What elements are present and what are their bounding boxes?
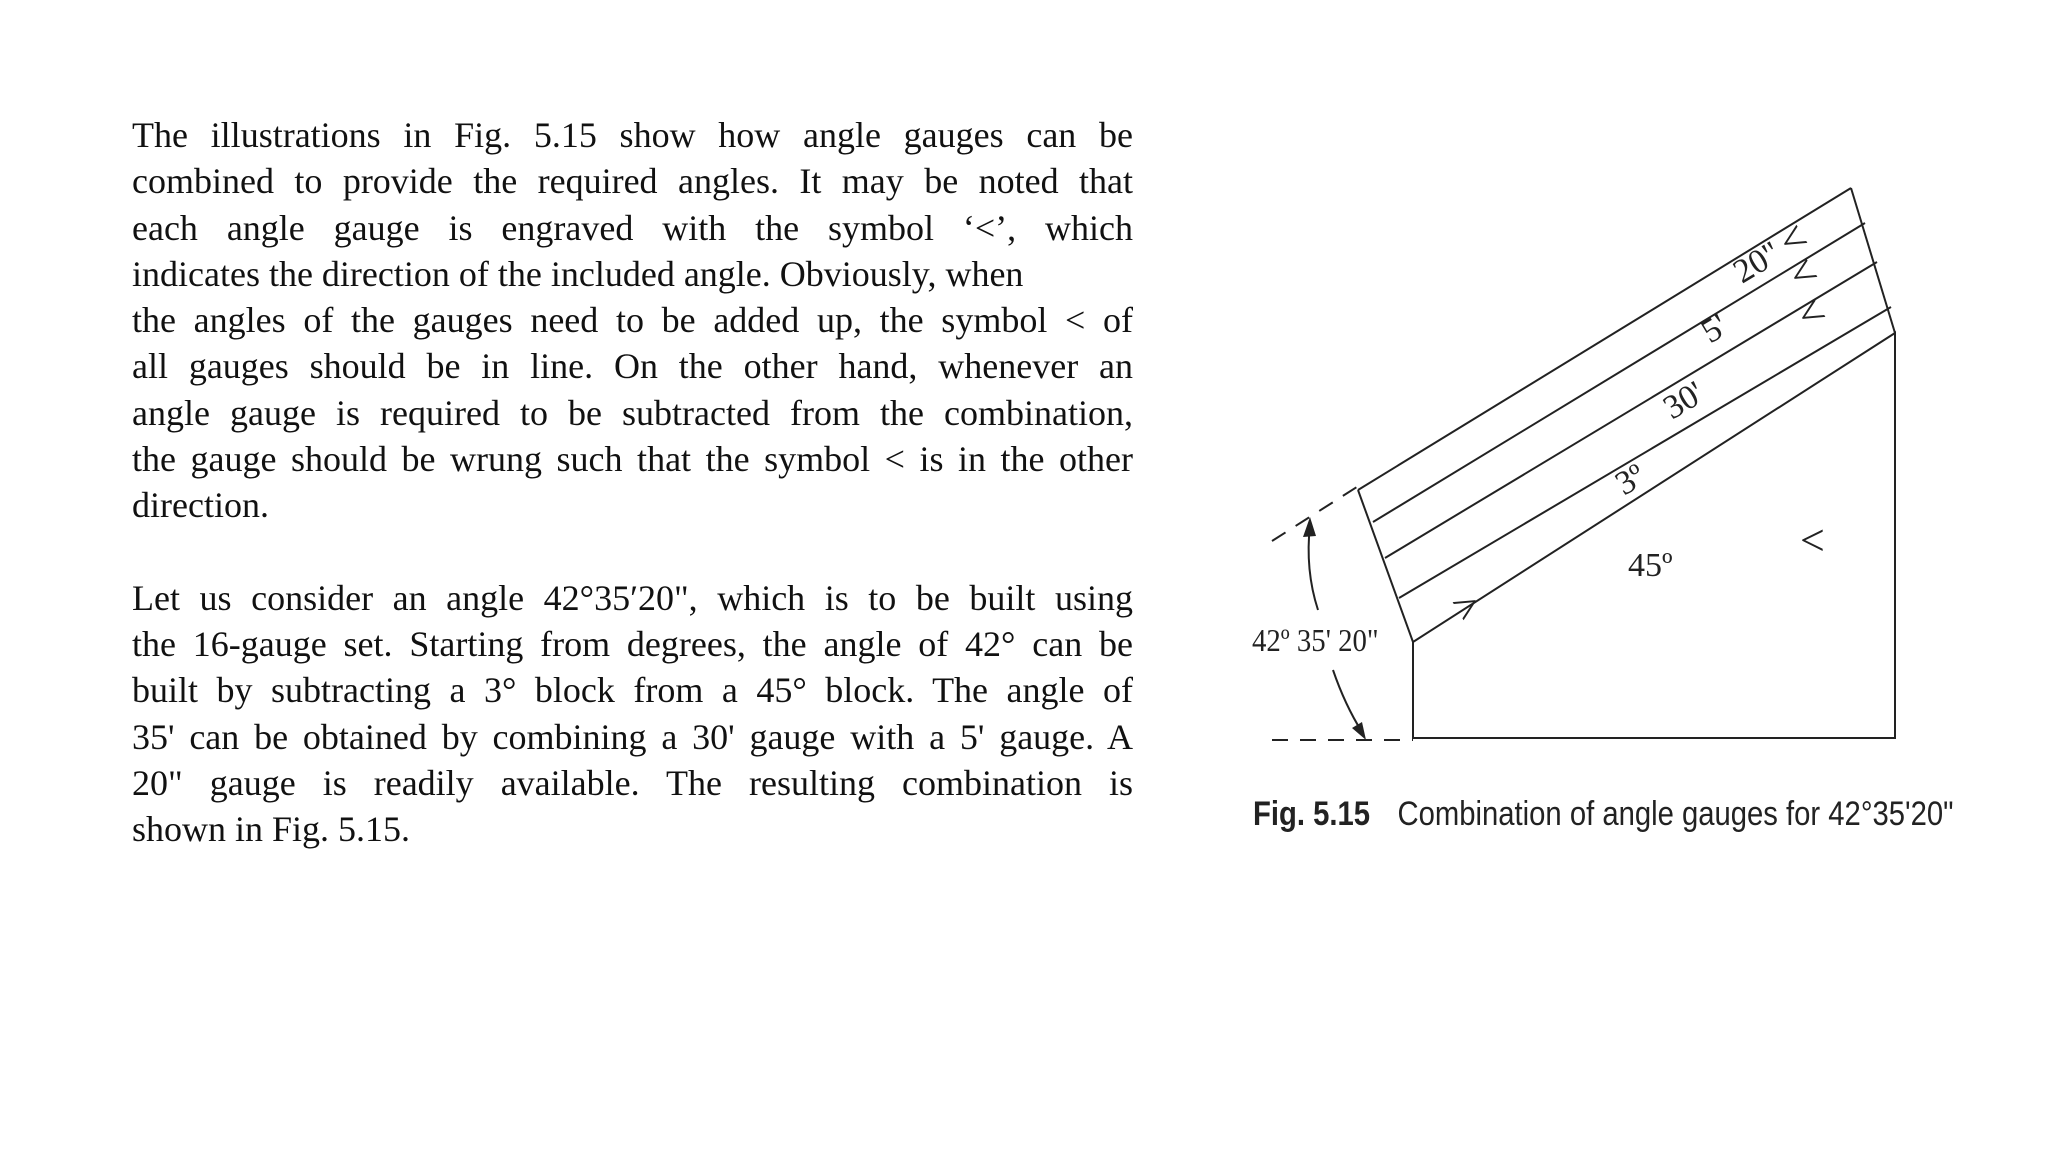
symbol-3-gauge-reversed: < (1443, 578, 1491, 634)
text-line: direction. (132, 485, 269, 526)
text-line: Let us consider an angle 42°35′20", which is to be built using (132, 577, 1133, 618)
label-angle-total: 42º 35' 20" (1252, 622, 1379, 659)
text-line: all gauges should be in line. On the other hand, whenever an (132, 346, 1133, 387)
symbol-20-gauge: < (1769, 211, 1817, 267)
text-line: 35' can be obtained by combining a 30' gauge with a 5' gauge. A (132, 716, 1133, 757)
label-30-minutes: 30' (1657, 374, 1711, 427)
text-line: The illustrations in Fig. 5.15 show how angle gauges can be (132, 115, 1133, 155)
label-3-degrees: 3º (1609, 456, 1652, 503)
label-45-degrees: 45º (1628, 547, 1673, 584)
text-line: each angle gauge is engraved with the symbol ‘<’, which (132, 207, 1133, 248)
angle-arc-upper (1309, 525, 1318, 610)
angle-arc-lower (1333, 670, 1362, 732)
symbol-30-gauge: < (1787, 285, 1835, 341)
paragraph-2 (132, 575, 1133, 853)
gauge-left-side (1358, 490, 1413, 642)
paragraph-1 (132, 112, 1133, 529)
text-line: combined to provide the required angles. It may be noted that (132, 161, 1133, 202)
text-line: the 16-gauge set. Starting from degrees, the angle of 42° can be (132, 623, 1133, 664)
gauge-right-side (1851, 188, 1895, 333)
reference-dash-top (1272, 485, 1360, 541)
symbol-5-gauge: < (1779, 245, 1827, 301)
text-line: the angles of the gauges need to be added up, the symbol < of (132, 300, 1133, 341)
angle-gauge-diagram (1240, 170, 1900, 790)
angle-gauge-figure (1240, 170, 1954, 860)
label-20-seconds: 20" (1727, 234, 1788, 291)
text-line: indicates the direction of the included angle. Obviously, when (132, 253, 1024, 294)
text-line: shown in Fig. 5.15. (132, 809, 411, 850)
symbol-45-block: < (1800, 516, 1825, 565)
caption-text: Combination of angle gauges for 42°35'20" (1397, 795, 1954, 833)
text-line: built by subtracting a 3° block from a 45° block. The angle of (132, 670, 1133, 711)
text-line: the gauge should be wrung such that the symbol < is in the other (132, 439, 1133, 480)
figure-caption (1253, 795, 1954, 834)
label-5-minutes: 5' (1695, 307, 1734, 351)
figure-number: Fig. 5.15 (1253, 795, 1371, 833)
text-line: angle gauge is required to be subtracted from the combination, (132, 392, 1133, 433)
body-text (132, 112, 1133, 852)
text-line: 20" gauge is readily available. The resulting combination is (132, 762, 1133, 803)
arrowhead-down (1352, 722, 1366, 740)
